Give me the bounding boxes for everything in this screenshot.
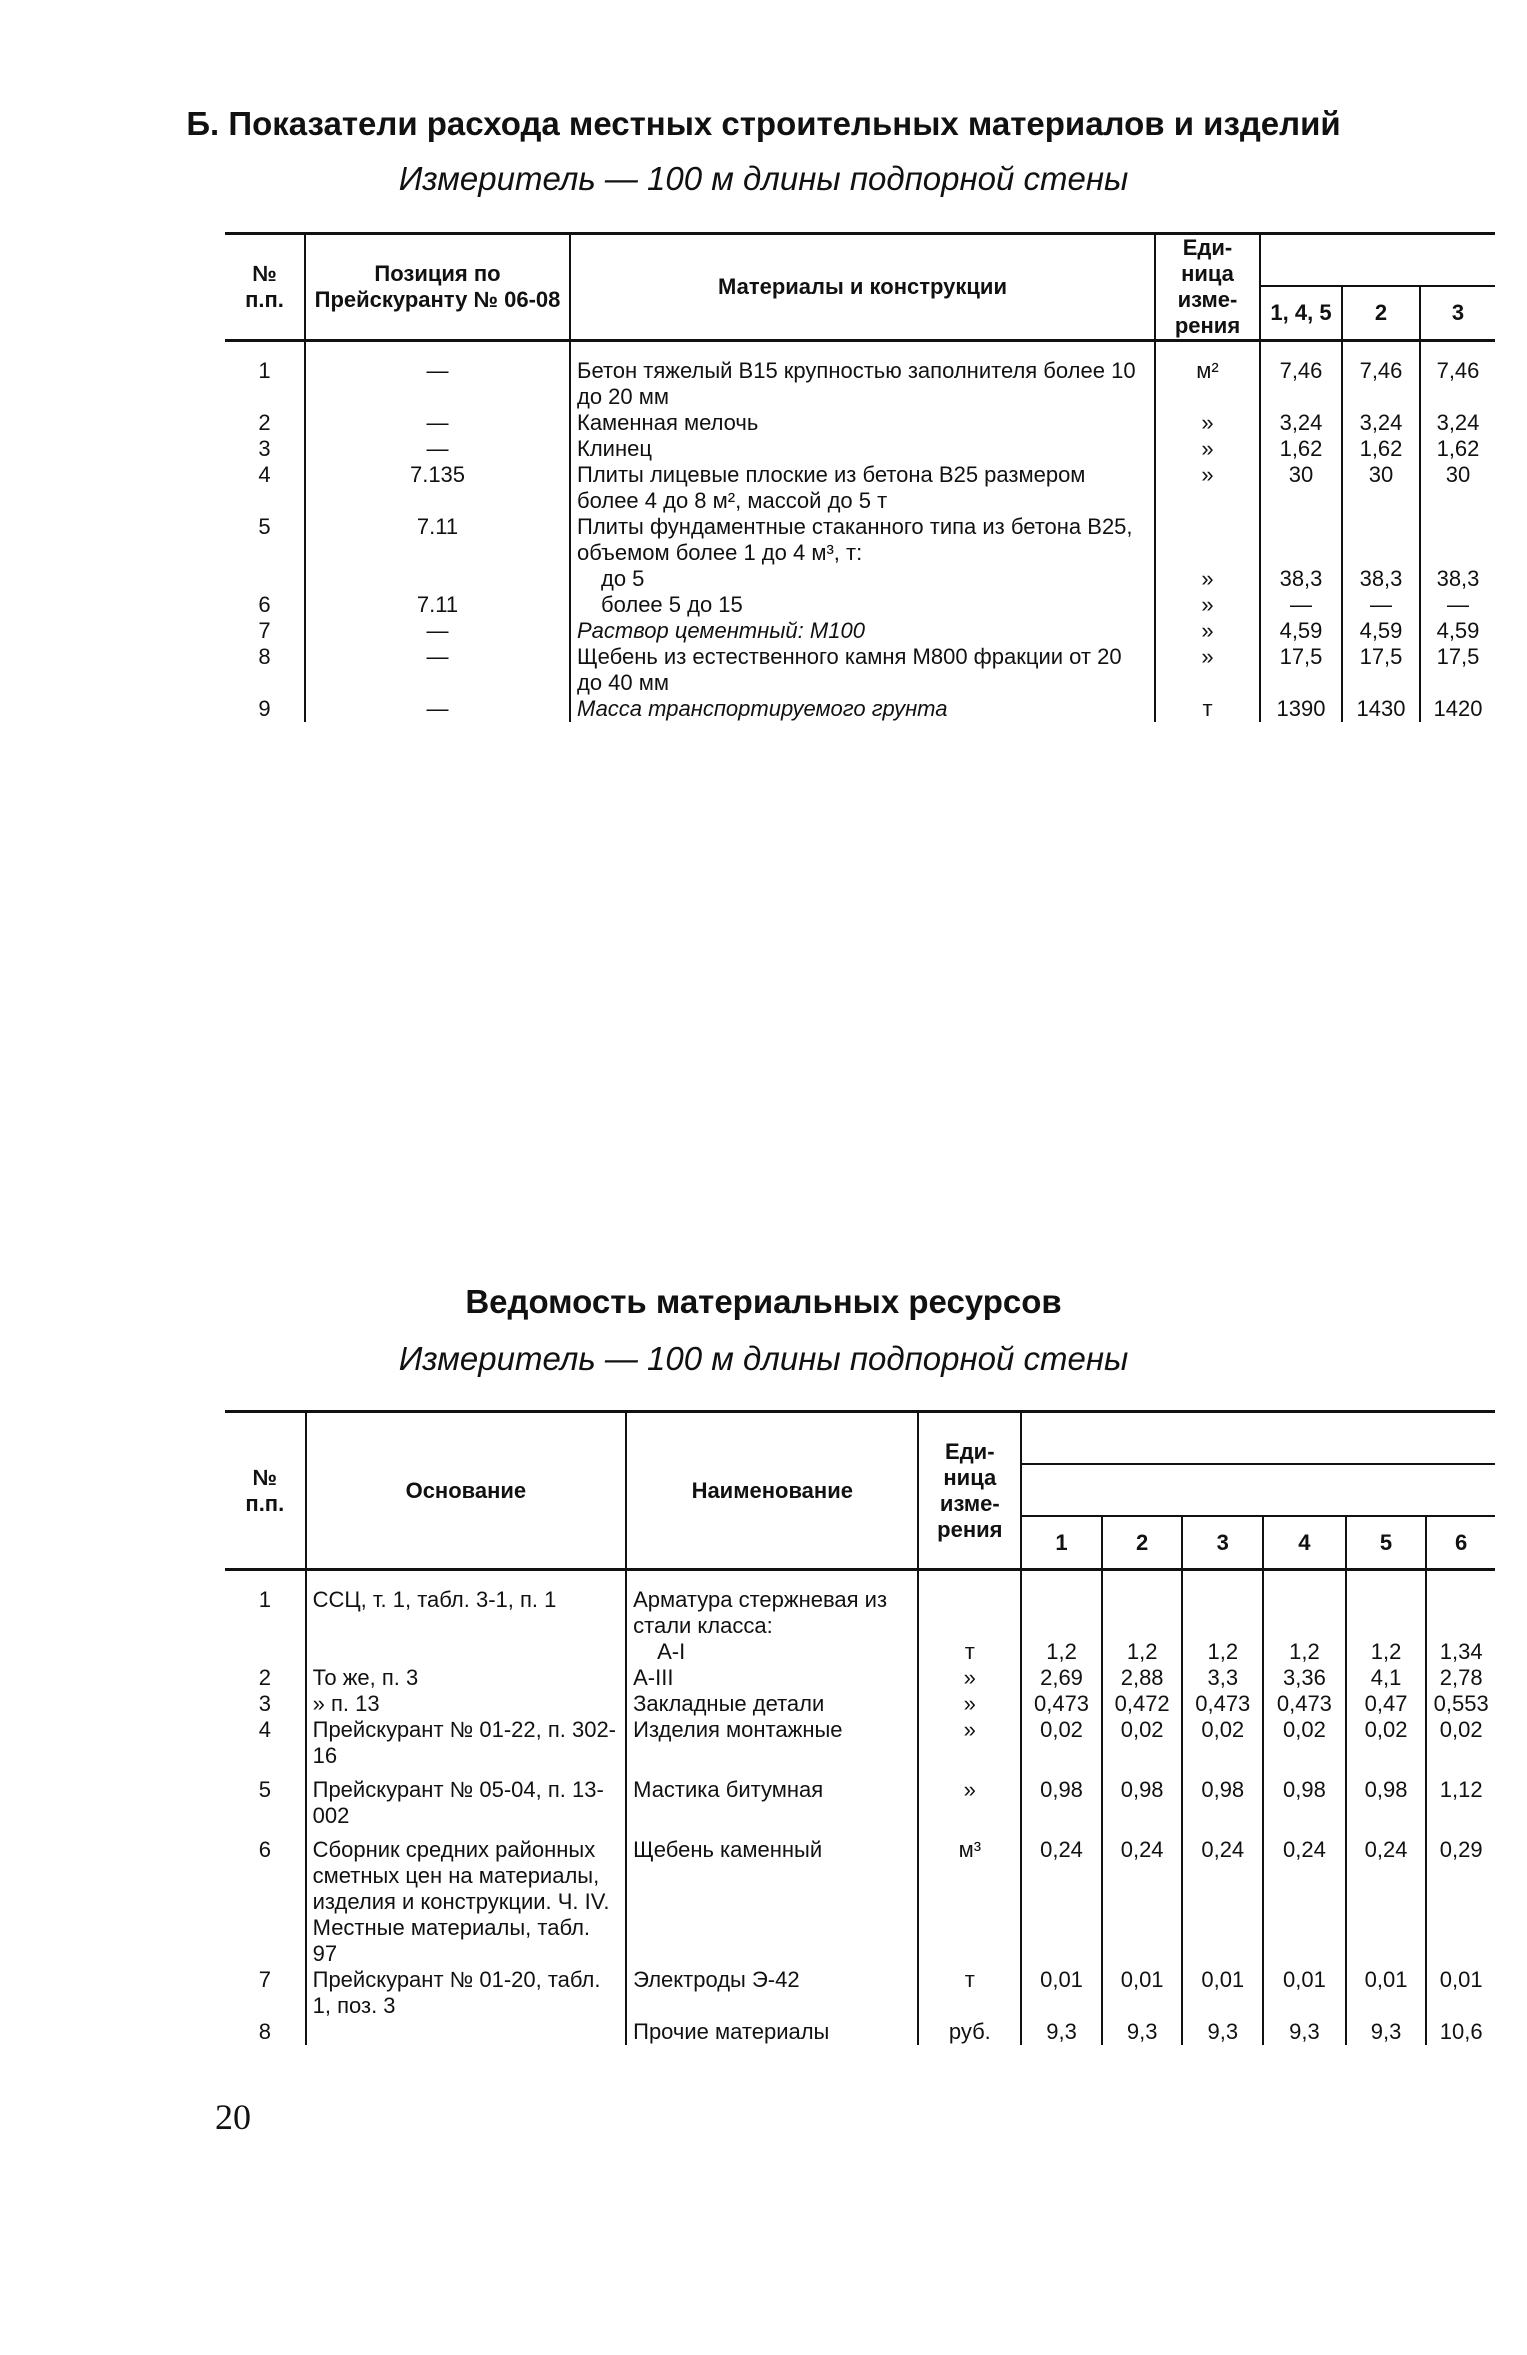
resource-name: Электроды Э-42 bbox=[626, 1967, 918, 2019]
row-number: 3 bbox=[258, 436, 271, 461]
value-cell: 0,02 bbox=[1263, 1717, 1346, 1769]
value-cell: 30 bbox=[1260, 462, 1342, 514]
value-cell: 0,98 bbox=[1346, 1769, 1427, 1829]
material-name: Клинец bbox=[570, 436, 1155, 462]
resource-name: А-I bbox=[626, 1639, 918, 1665]
basis-cell: То же, п. 3 bbox=[306, 1665, 627, 1691]
header-col-3: 3 bbox=[1182, 1516, 1263, 1570]
material-name: Масса транспортируемого грунта bbox=[570, 696, 1155, 722]
value-cell: — bbox=[1342, 592, 1420, 618]
unit-cell: » bbox=[918, 1717, 1021, 1769]
value-cell bbox=[1426, 1570, 1495, 1640]
value-cell: 1,2 bbox=[1346, 1639, 1427, 1665]
header-unit: Еди-ница изме-рения bbox=[918, 1412, 1021, 1570]
value-cell: 0,01 bbox=[1021, 1967, 1102, 2019]
value-cell: 0,98 bbox=[1021, 1769, 1102, 1829]
table-row bbox=[225, 1570, 1495, 1640]
section2-subtitle: Измеритель — 100 м длины подпорной стены bbox=[398, 1340, 1129, 1377]
header-col-5: 5 bbox=[1346, 1516, 1427, 1570]
value-cell: 0,473 bbox=[1263, 1691, 1346, 1717]
row-number: 8 bbox=[258, 2019, 271, 2044]
value-cell: 0,98 bbox=[1102, 1769, 1183, 1829]
unit-cell: » bbox=[1155, 618, 1260, 644]
value-cell: 1430 bbox=[1342, 696, 1420, 722]
value-cell: 17,5 bbox=[1260, 644, 1342, 696]
value-cell: 0,02 bbox=[1182, 1717, 1263, 1769]
row-number: 2 bbox=[258, 1665, 271, 1690]
table-row bbox=[225, 1967, 1495, 2019]
value-cell: 0,98 bbox=[1263, 1769, 1346, 1829]
table-row bbox=[225, 1639, 1495, 1665]
value-cell: 4,59 bbox=[1342, 618, 1420, 644]
row-number bbox=[225, 566, 305, 592]
value-cell: 2,78 bbox=[1426, 1665, 1495, 1691]
unit-cell: » bbox=[1155, 462, 1260, 514]
header-group-mid bbox=[1021, 1464, 1495, 1516]
row-number: 8 bbox=[258, 644, 271, 669]
header-name: Наименование bbox=[626, 1412, 918, 1570]
table-row bbox=[225, 696, 1495, 722]
row-number: 4 bbox=[258, 1717, 271, 1742]
table-row bbox=[225, 462, 1495, 514]
value-cell: 0,98 bbox=[1182, 1769, 1263, 1829]
material-name: Щебень из естественного камня М800 фракции от 20 до 40 мм bbox=[570, 644, 1155, 696]
value-cell: 3,24 bbox=[1260, 410, 1342, 436]
header-col-1: 1 bbox=[1021, 1516, 1102, 1570]
value-cell: 1,62 bbox=[1342, 436, 1420, 462]
position-cell: — bbox=[305, 696, 570, 722]
value-cell: 0,24 bbox=[1182, 1829, 1263, 1967]
value-cell: 9,3 bbox=[1102, 2019, 1183, 2045]
table-row bbox=[225, 436, 1495, 462]
basis-cell: ССЦ, т. 1, табл. 3-1, п. 1 bbox=[306, 1570, 627, 1640]
value-cell: 1,2 bbox=[1102, 1639, 1183, 1665]
table-row bbox=[225, 2019, 1495, 2045]
table-row bbox=[225, 1769, 1495, 1829]
position-cell: — bbox=[305, 618, 570, 644]
position-cell: — bbox=[305, 410, 570, 436]
value-cell: 0,02 bbox=[1426, 1717, 1495, 1769]
material-name: до 5 bbox=[570, 566, 1155, 592]
material-name: Каменная мелочь bbox=[570, 410, 1155, 436]
row-number: 6 bbox=[258, 592, 271, 617]
value-cell: 1,2 bbox=[1263, 1639, 1346, 1665]
material-name: Бетон тяжелый В15 крупностью заполнителя более 10 до 20 мм bbox=[570, 341, 1155, 411]
value-cell: 1,2 bbox=[1021, 1639, 1102, 1665]
position-cell: 7.11 bbox=[305, 514, 570, 566]
resource-name: Закладные детали bbox=[626, 1691, 918, 1717]
material-name: Раствор цементный: М100 bbox=[570, 618, 1155, 644]
value-cell: 4,59 bbox=[1420, 618, 1495, 644]
row-number: 4 bbox=[258, 462, 271, 487]
value-cell: 1,34 bbox=[1426, 1639, 1495, 1665]
basis-cell: Прейскурант № 05-04, п. 13-002 bbox=[306, 1769, 627, 1829]
value-cell bbox=[1346, 1570, 1427, 1640]
value-cell: 0,47 bbox=[1346, 1691, 1427, 1717]
value-cell: 17,5 bbox=[1420, 644, 1495, 696]
value-cell bbox=[1420, 514, 1495, 566]
value-cell: 9,3 bbox=[1346, 2019, 1427, 2045]
value-cell bbox=[1182, 1570, 1263, 1640]
material-resources-table bbox=[225, 1410, 1495, 2045]
header-materials: Материалы и конструкции bbox=[570, 234, 1155, 341]
position-cell: — bbox=[305, 341, 570, 411]
row-number: 6 bbox=[258, 1837, 271, 1862]
unit-cell bbox=[918, 1570, 1021, 1640]
table-row bbox=[225, 592, 1495, 618]
unit-cell: » bbox=[918, 1691, 1021, 1717]
value-cell: 9,3 bbox=[1021, 2019, 1102, 2045]
table-row bbox=[225, 341, 1495, 411]
table-row bbox=[225, 1717, 1495, 1769]
page-number: 20 bbox=[215, 2097, 251, 2137]
table-row bbox=[225, 644, 1495, 696]
basis-cell: Прейскурант № 01-22, п. 302-16 bbox=[306, 1717, 627, 1769]
value-cell: 7,46 bbox=[1342, 341, 1420, 411]
row-number: 1 bbox=[258, 1587, 271, 1612]
value-cell: 0,24 bbox=[1021, 1829, 1102, 1967]
value-cell bbox=[1021, 1570, 1102, 1640]
header-position: Позиция по Прейскуранту № 06-08 bbox=[305, 234, 570, 341]
value-cell: 0,02 bbox=[1102, 1717, 1183, 1769]
value-cell: 0,01 bbox=[1263, 1967, 1346, 2019]
value-cell: 0,01 bbox=[1426, 1967, 1495, 2019]
resource-name: А-III bbox=[626, 1665, 918, 1691]
value-cell: 38,3 bbox=[1260, 566, 1342, 592]
table-row bbox=[225, 1665, 1495, 1691]
value-cell: 1,2 bbox=[1182, 1639, 1263, 1665]
value-cell: 0,01 bbox=[1102, 1967, 1183, 2019]
value-cell: 38,3 bbox=[1342, 566, 1420, 592]
value-cell: 0,553 bbox=[1426, 1691, 1495, 1717]
value-cell: 7,46 bbox=[1420, 341, 1495, 411]
header-col-3: 3 bbox=[1420, 286, 1495, 341]
header-col-6: 6 bbox=[1426, 1516, 1495, 1570]
value-cell: 17,5 bbox=[1342, 644, 1420, 696]
value-cell bbox=[1263, 1570, 1346, 1640]
value-cell bbox=[1102, 1570, 1183, 1640]
unit-cell: т bbox=[1155, 696, 1260, 722]
position-cell: 7.11 bbox=[305, 592, 570, 618]
value-cell: 3,3 bbox=[1182, 1665, 1263, 1691]
resource-name: Арматура стержневая из стали класса: bbox=[626, 1570, 918, 1640]
header-num: № п.п. bbox=[245, 261, 284, 312]
header-group-top bbox=[1021, 1412, 1495, 1465]
material-name: более 5 до 15 bbox=[570, 592, 1155, 618]
value-cell: — bbox=[1420, 592, 1495, 618]
materials-usage-table bbox=[225, 232, 1495, 722]
section2-title: Ведомость материальных ресурсов bbox=[465, 1283, 1062, 1320]
unit-cell: руб. bbox=[918, 2019, 1021, 2045]
basis-cell: Сборник средних районных сметных цен на материалы, изделия и конструкции. Ч. IV. Местные материалы, табл. 97 bbox=[306, 1829, 627, 1967]
value-cell bbox=[1342, 514, 1420, 566]
table-row bbox=[225, 514, 1495, 566]
value-cell bbox=[1260, 514, 1342, 566]
unit-cell: м² bbox=[1155, 341, 1260, 411]
value-cell: 1390 bbox=[1260, 696, 1342, 722]
value-cell: 1420 bbox=[1420, 696, 1495, 722]
row-number: 3 bbox=[258, 1691, 271, 1716]
header-col-2: 2 bbox=[1342, 286, 1420, 341]
value-cell: 4,1 bbox=[1346, 1665, 1427, 1691]
value-cell: 3,24 bbox=[1420, 410, 1495, 436]
value-cell: 30 bbox=[1420, 462, 1495, 514]
header-group bbox=[1260, 234, 1495, 287]
table-row bbox=[225, 566, 1495, 592]
value-cell: 0,473 bbox=[1182, 1691, 1263, 1717]
row-number: 7 bbox=[258, 1967, 271, 1992]
header-col-1: 1, 4, 5 bbox=[1260, 286, 1342, 341]
section1-title: Б. Показатели расхода местных строительных материалов и изделий bbox=[186, 105, 1341, 142]
value-cell: 1,12 bbox=[1426, 1769, 1495, 1829]
row-number: 5 bbox=[258, 1777, 271, 1802]
unit-cell: т bbox=[918, 1639, 1021, 1665]
value-cell: 0,473 bbox=[1021, 1691, 1102, 1717]
value-cell: 7,46 bbox=[1260, 341, 1342, 411]
unit-cell: т bbox=[918, 1967, 1021, 2019]
value-cell: — bbox=[1260, 592, 1342, 618]
unit-cell: » bbox=[1155, 566, 1260, 592]
value-cell: 0,472 bbox=[1102, 1691, 1183, 1717]
value-cell: 0,01 bbox=[1346, 1967, 1427, 2019]
unit-cell: м³ bbox=[918, 1829, 1021, 1967]
resource-name: Изделия монтажные bbox=[626, 1717, 918, 1769]
resource-name: Прочие материалы bbox=[626, 2019, 918, 2045]
unit-cell: » bbox=[1155, 644, 1260, 696]
position-cell: — bbox=[305, 644, 570, 696]
value-cell: 0,24 bbox=[1102, 1829, 1183, 1967]
value-cell: 0,02 bbox=[1346, 1717, 1427, 1769]
position-cell: — bbox=[305, 436, 570, 462]
basis-cell bbox=[306, 1639, 627, 1665]
material-name: Плиты фундаментные стаканного типа из бетона В25, объемом более 1 до 4 м³, т: bbox=[570, 514, 1155, 566]
header-num: № п.п. bbox=[245, 1464, 285, 1516]
header-col-2: 2 bbox=[1102, 1516, 1183, 1570]
unit-cell: » bbox=[1155, 592, 1260, 618]
position-cell: 7.135 bbox=[305, 462, 570, 514]
value-cell: 1,62 bbox=[1420, 436, 1495, 462]
value-cell: 3,24 bbox=[1342, 410, 1420, 436]
table-row bbox=[225, 1691, 1495, 1717]
resource-name: Щебень каменный bbox=[626, 1829, 918, 1967]
value-cell: 2,88 bbox=[1102, 1665, 1183, 1691]
value-cell: 0,29 bbox=[1426, 1829, 1495, 1967]
table-row bbox=[225, 618, 1495, 644]
row-number: 2 bbox=[258, 410, 271, 435]
unit-cell bbox=[1155, 514, 1260, 566]
section1-subtitle: Измеритель — 100 м длины подпорной стены bbox=[398, 160, 1129, 197]
basis-cell bbox=[306, 2019, 627, 2045]
header-col-4: 4 bbox=[1263, 1516, 1346, 1570]
value-cell: 0,02 bbox=[1021, 1717, 1102, 1769]
header-unit: Еди-ница изме-рения bbox=[1155, 234, 1260, 341]
table-row bbox=[225, 1829, 1495, 1967]
row-number: 1 bbox=[258, 358, 271, 383]
value-cell: 0,24 bbox=[1346, 1829, 1427, 1967]
value-cell: 10,6 bbox=[1426, 2019, 1495, 2045]
unit-cell: » bbox=[918, 1769, 1021, 1829]
row-number: 5 bbox=[258, 514, 271, 539]
value-cell: 3,36 bbox=[1263, 1665, 1346, 1691]
value-cell: 30 bbox=[1342, 462, 1420, 514]
value-cell: 1,62 bbox=[1260, 436, 1342, 462]
basis-cell: » п. 13 bbox=[306, 1691, 627, 1717]
value-cell: 9,3 bbox=[1263, 2019, 1346, 2045]
position-cell bbox=[305, 566, 570, 592]
row-number: 9 bbox=[258, 696, 271, 721]
table-row bbox=[225, 410, 1495, 436]
basis-cell: Прейскурант № 01-20, табл. 1, поз. 3 bbox=[306, 1967, 627, 2019]
unit-cell: » bbox=[918, 1665, 1021, 1691]
material-name: Плиты лицевые плоские из бетона В25 размером более 4 до 8 м², массой до 5 т bbox=[570, 462, 1155, 514]
row-number: 7 bbox=[258, 618, 271, 643]
header-basis: Основание bbox=[306, 1412, 627, 1570]
value-cell: 9,3 bbox=[1182, 2019, 1263, 2045]
unit-cell: » bbox=[1155, 410, 1260, 436]
value-cell: 0,01 bbox=[1182, 1967, 1263, 2019]
value-cell: 2,69 bbox=[1021, 1665, 1102, 1691]
value-cell: 0,24 bbox=[1263, 1829, 1346, 1967]
unit-cell: » bbox=[1155, 436, 1260, 462]
row-number bbox=[225, 1639, 306, 1665]
value-cell: 4,59 bbox=[1260, 618, 1342, 644]
resource-name: Мастика битумная bbox=[626, 1769, 918, 1829]
value-cell: 38,3 bbox=[1420, 566, 1495, 592]
